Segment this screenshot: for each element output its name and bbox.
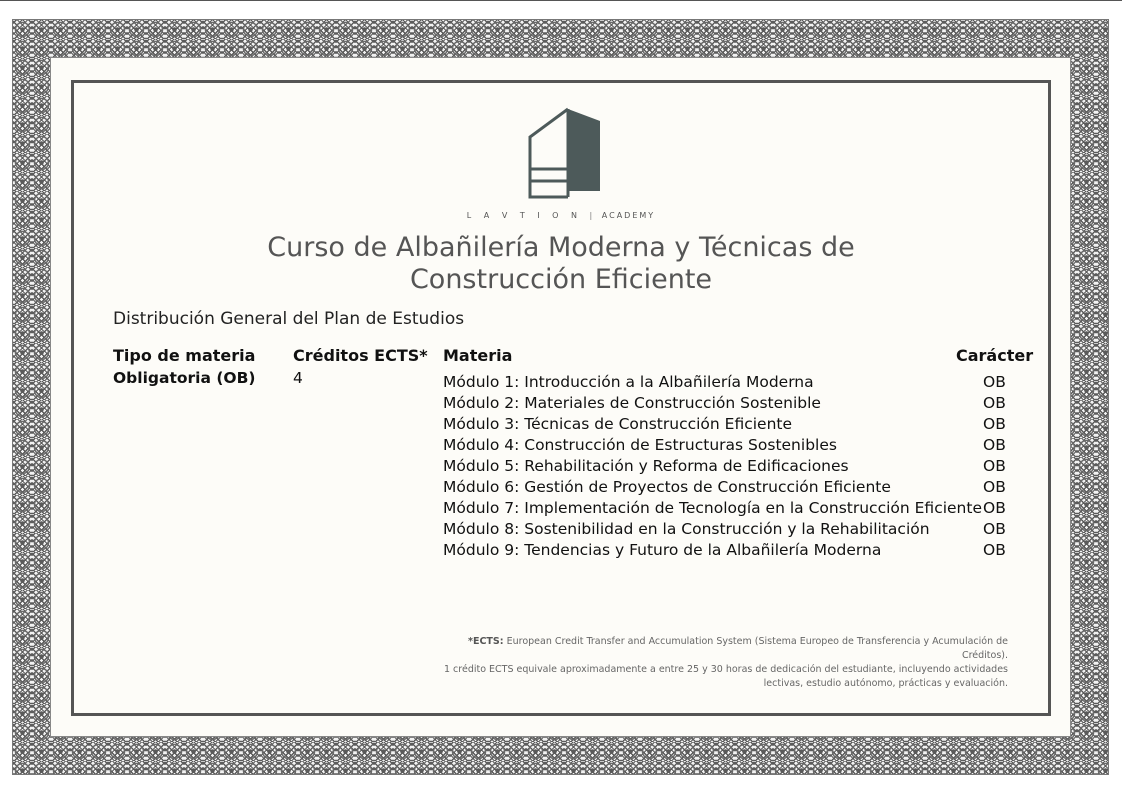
module-caracter: OB xyxy=(983,394,1006,412)
course-title-text: Curso de Albañilería Moderna y Técnicas de Construcción Eficiente xyxy=(267,232,855,295)
ects-footnote xyxy=(434,635,1008,691)
tipo-value: Obligatoria (OB) xyxy=(113,369,256,387)
module-name: Módulo 5: Rehabilitación y Reforma de Edificaciones xyxy=(443,457,849,475)
module-row xyxy=(443,498,1043,519)
module-name: Módulo 9: Tendencias y Futuro de la Albañilería Moderna xyxy=(443,541,882,559)
module-caracter: OB xyxy=(983,499,1006,517)
module-row xyxy=(443,519,1043,540)
module-row xyxy=(443,477,1043,498)
header-materia: Materia xyxy=(443,346,513,365)
module-name: Módulo 7: Implementación de Tecnología en la Construcción Eficiente xyxy=(443,499,982,517)
module-caracter: OB xyxy=(983,436,1006,454)
module-name: Módulo 2: Materiales de Construcción Sostenible xyxy=(443,394,821,412)
module-name: Módulo 4: Construcción de Estructuras Sostenibles xyxy=(443,436,837,454)
header-tipo: Tipo de materia xyxy=(113,346,256,365)
brand-wordmark xyxy=(74,211,1048,220)
footnote-label: *ECTS: xyxy=(468,636,504,647)
brand-name: L A V T I O N xyxy=(466,211,582,220)
footnote-line-1 xyxy=(434,635,1008,663)
footnote-line-2: 1 crédito ECTS equivale aproximadamente a entre 25 y 30 horas de dedicación del estudiante, incluyendo actividades lectivas, estudio autónomo, prácticas y evaluación. xyxy=(443,664,1008,689)
module-row xyxy=(443,393,1043,414)
module-list xyxy=(443,372,1043,561)
module-caracter: OB xyxy=(983,541,1006,559)
module-caracter: OB xyxy=(983,457,1006,475)
module-caracter: OB xyxy=(983,478,1006,496)
header-caracter: Carácter xyxy=(956,346,1034,365)
header-creditos: Créditos ECTS* xyxy=(293,346,428,365)
module-name: Módulo 6: Gestión de Proyectos de Construcción Eficiente xyxy=(443,478,891,496)
brand-sub: ACADEMY xyxy=(601,211,656,220)
module-row xyxy=(443,372,1043,393)
module-row xyxy=(443,540,1043,561)
footnote-definition: European Credit Transfer and Accumulation System (Sistema Europeo de Transferencia y Acumulación de Créditos). xyxy=(506,636,1008,661)
module-caracter: OB xyxy=(983,520,1006,538)
creditos-value: 4 xyxy=(293,369,303,387)
course-title xyxy=(74,232,1048,296)
module-caracter: OB xyxy=(983,373,1006,391)
module-caracter: OB xyxy=(983,415,1006,433)
building-logo-icon xyxy=(526,107,602,199)
module-row xyxy=(443,435,1043,456)
module-name: Módulo 3: Técnicas de Construcción Eficiente xyxy=(443,415,793,433)
module-name: Módulo 1: Introducción a la Albañilería Moderna xyxy=(443,373,814,391)
module-row xyxy=(443,456,1043,477)
module-row xyxy=(443,414,1043,435)
top-rule xyxy=(0,0,1122,1)
brand-separator: | xyxy=(589,211,595,220)
certificate-panel xyxy=(71,80,1051,716)
plan-subtitle: Distribución General del Plan de Estudios xyxy=(113,309,465,329)
module-name: Módulo 8: Sostenibilidad en la Construcción y la Rehabilitación xyxy=(443,520,930,538)
